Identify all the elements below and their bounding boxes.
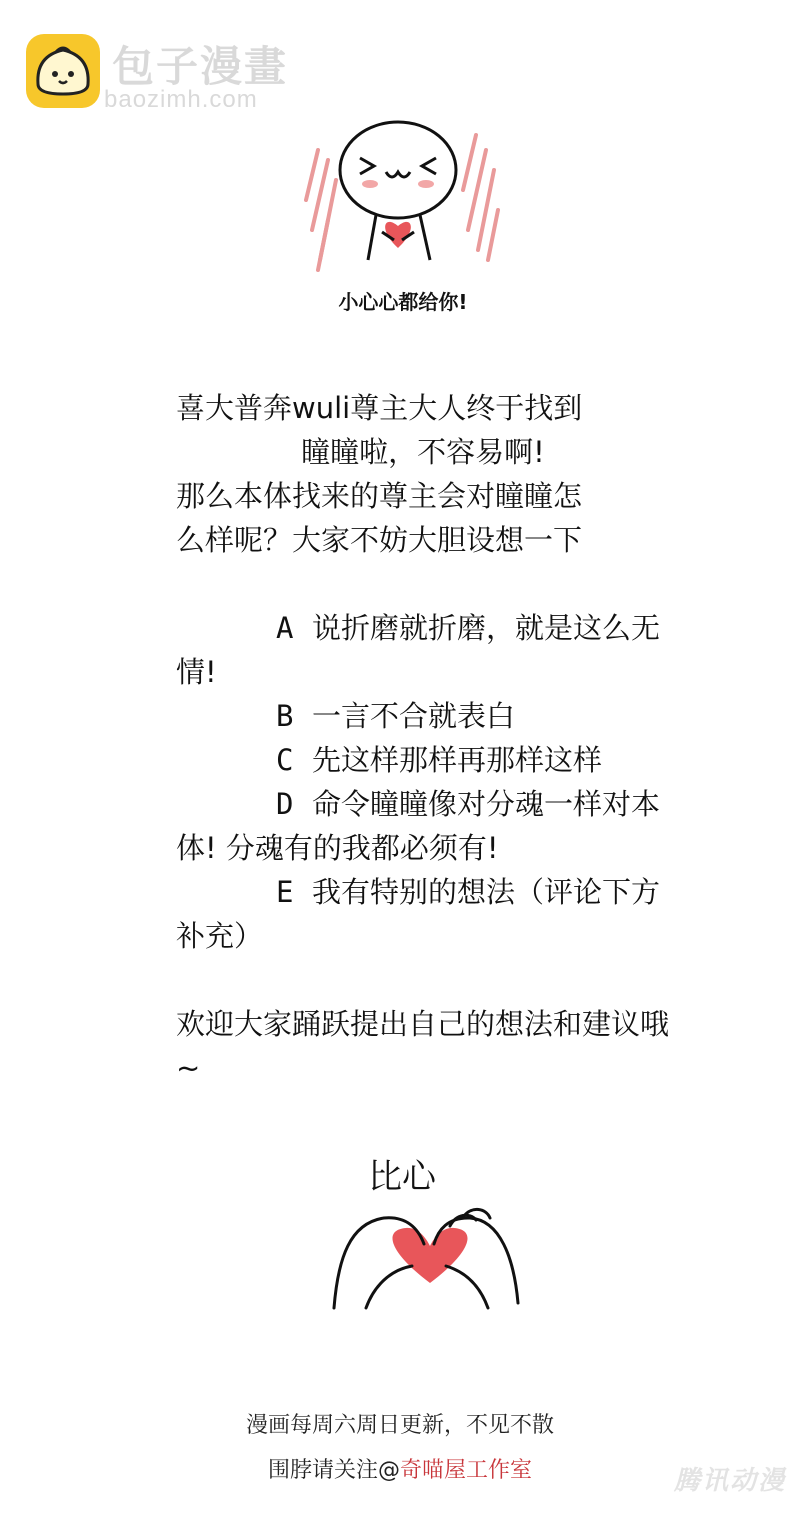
option-c (176, 738, 686, 782)
finger-heart-sticker (320, 1148, 540, 1323)
option-letter: C (276, 743, 294, 777)
follow-prefix: 围脖请关注@ (267, 1458, 400, 1483)
option-text: 先这样那样再那样这样 (312, 743, 603, 777)
intro-line-4: 么样呢？大家不妨大胆设想一下 (176, 523, 583, 557)
love-sticker (298, 110, 508, 325)
intro-line-2: 瞳瞳啦，不容易啊! (301, 435, 545, 469)
option-text: 我有特别的想法（评论下方补充） (176, 875, 661, 953)
option-text: 命令瞳瞳像对分魂一样对本体! 分魂有的我都必须有! (176, 787, 661, 865)
publisher-watermark: 腾讯动漫 (673, 1466, 786, 1496)
option-text: 一言不合就表白 (312, 699, 516, 733)
studio-link[interactable]: 奇喵屋工作室 (400, 1458, 533, 1483)
intro-line-3: 那么本体找来的尊主会对瞳瞳怎 (176, 479, 583, 513)
intro-line-1: 喜大普奔wuli尊主大人终于找到 (176, 391, 583, 425)
option-a (176, 606, 686, 694)
option-letter: D (276, 787, 294, 821)
baozi-logo-icon (26, 34, 100, 108)
option-b (176, 694, 686, 738)
option-e (176, 870, 686, 958)
hands-heart-icon (334, 1209, 518, 1308)
site-name: 包子漫畫 (112, 42, 289, 91)
site-url: baozimh.com (104, 86, 258, 113)
update-schedule: 漫画每周六周日更新，不见不散 (245, 1413, 554, 1438)
option-d (176, 782, 686, 870)
option-letter: E (276, 875, 294, 909)
option-text: 说折磨就折磨，就是这么无情! (176, 611, 661, 689)
option-letter: A (276, 611, 294, 645)
announcement-text (176, 386, 686, 1090)
love-character-icon (298, 110, 508, 285)
option-letter: B (276, 699, 294, 733)
sticker-caption: 小心心都给你! (338, 290, 468, 314)
closing-text: 欢迎大家踊跃提出自己的想法和建议哦~ (176, 1007, 670, 1085)
sticker-caption: 比心 (368, 1157, 436, 1197)
